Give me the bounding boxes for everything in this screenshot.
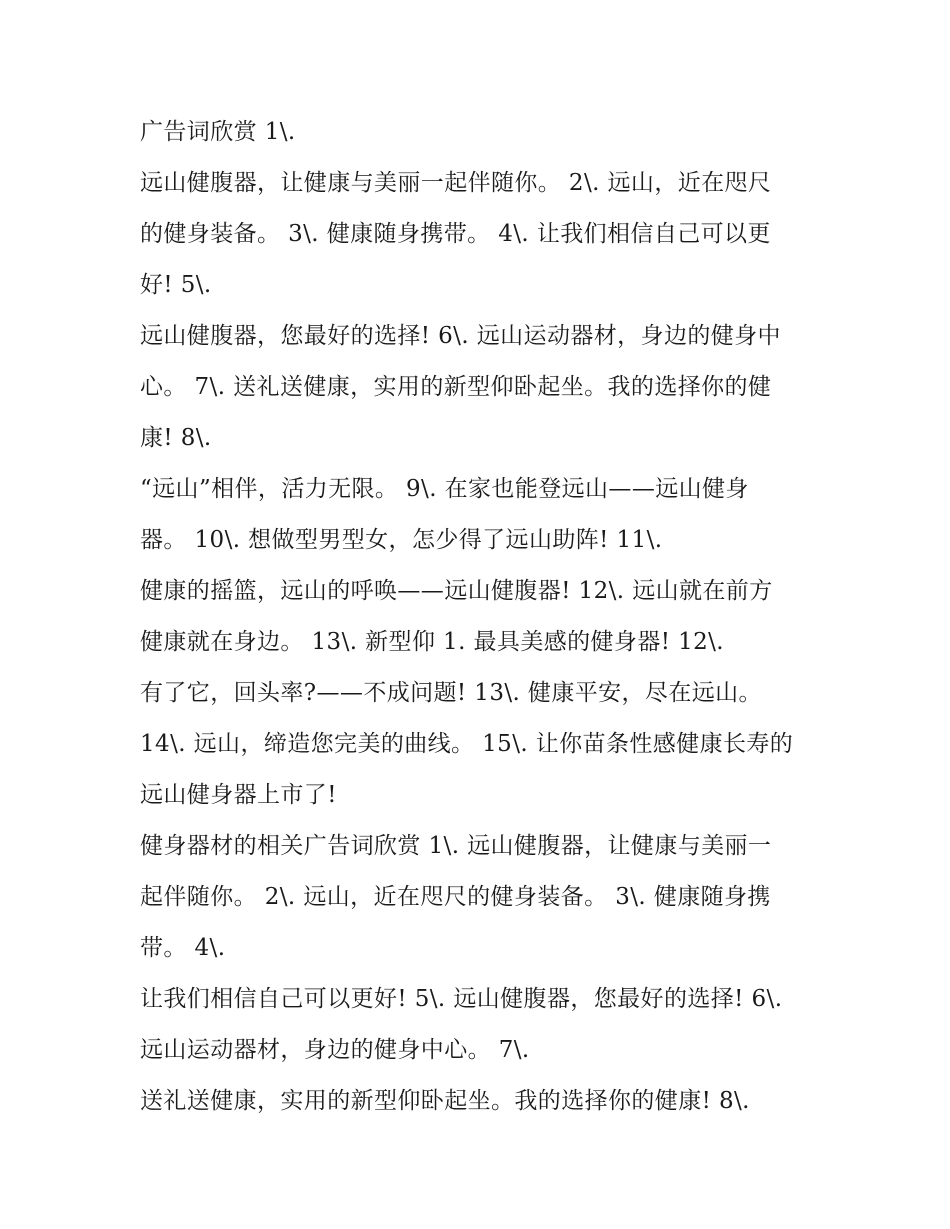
text-line: 远山健身器上市了! <box>140 782 337 808</box>
text-line: 康! 8\. <box>140 425 212 451</box>
text-line: 远山运动器材，身边的健身中心。 7\. <box>140 1037 530 1063</box>
text-line: 让我们相信自己可以更好! 5\. 远山健腹器，您最好的选择! 6\. <box>140 986 783 1012</box>
document-body <box>140 107 820 1127</box>
text-line: 送礼送健康，实用的新型仰卧起坐。我的选择你的健康! 8\. <box>140 1088 750 1114</box>
text-line: 健康就在身边。 13\. 新型仰 1. 最具美感的健身器! 12\. <box>140 629 724 655</box>
text-line: 广告词欣赏 1\. <box>140 119 296 145</box>
text-line: 14\. 远山，缔造您完美的曲线。 15\. 让你苗条性感健康长寿的 <box>140 731 794 757</box>
text-line: 健身器材的相关广告词欣赏 1\. 远山健腹器，让健康与美丽一 <box>140 833 772 859</box>
text-line: 器。 10\. 想做型男型女，怎少得了远山助阵! 11\. <box>140 527 663 553</box>
text-line: “远山”相伴，活力无限。 9\. 在家也能登远山——远山健身 <box>140 476 749 502</box>
text-line: 的健身装备。 3\. 健康随身携带。 4\. 让我们相信自己可以更 <box>140 221 771 247</box>
text-line: 远山健腹器，让健康与美丽一起伴随你。 2\. 远山，近在咫尺 <box>140 170 772 196</box>
text-line: 远山健腹器，您最好的选择! 6\. 远山运动器材，身边的健身中 <box>140 323 781 349</box>
text-line: 好! 5\. <box>140 272 212 298</box>
text-line: 心。 7\. 送礼送健康，实用的新型仰卧起坐。我的选择你的健 <box>140 374 772 400</box>
text-line: 起伴随你。 2\. 远山，近在咫尺的健身装备。 3\. 健康随身携 <box>140 884 771 910</box>
text-line: 健康的摇篮，远山的呼唤——远山健腹器! 12\. 远山就在前方 <box>140 578 773 604</box>
text-line: 带。 4\. <box>140 935 226 961</box>
text-line: 有了它，回头率?——不成问题! 13\. 健康平安，尽在远山。 <box>140 680 762 706</box>
